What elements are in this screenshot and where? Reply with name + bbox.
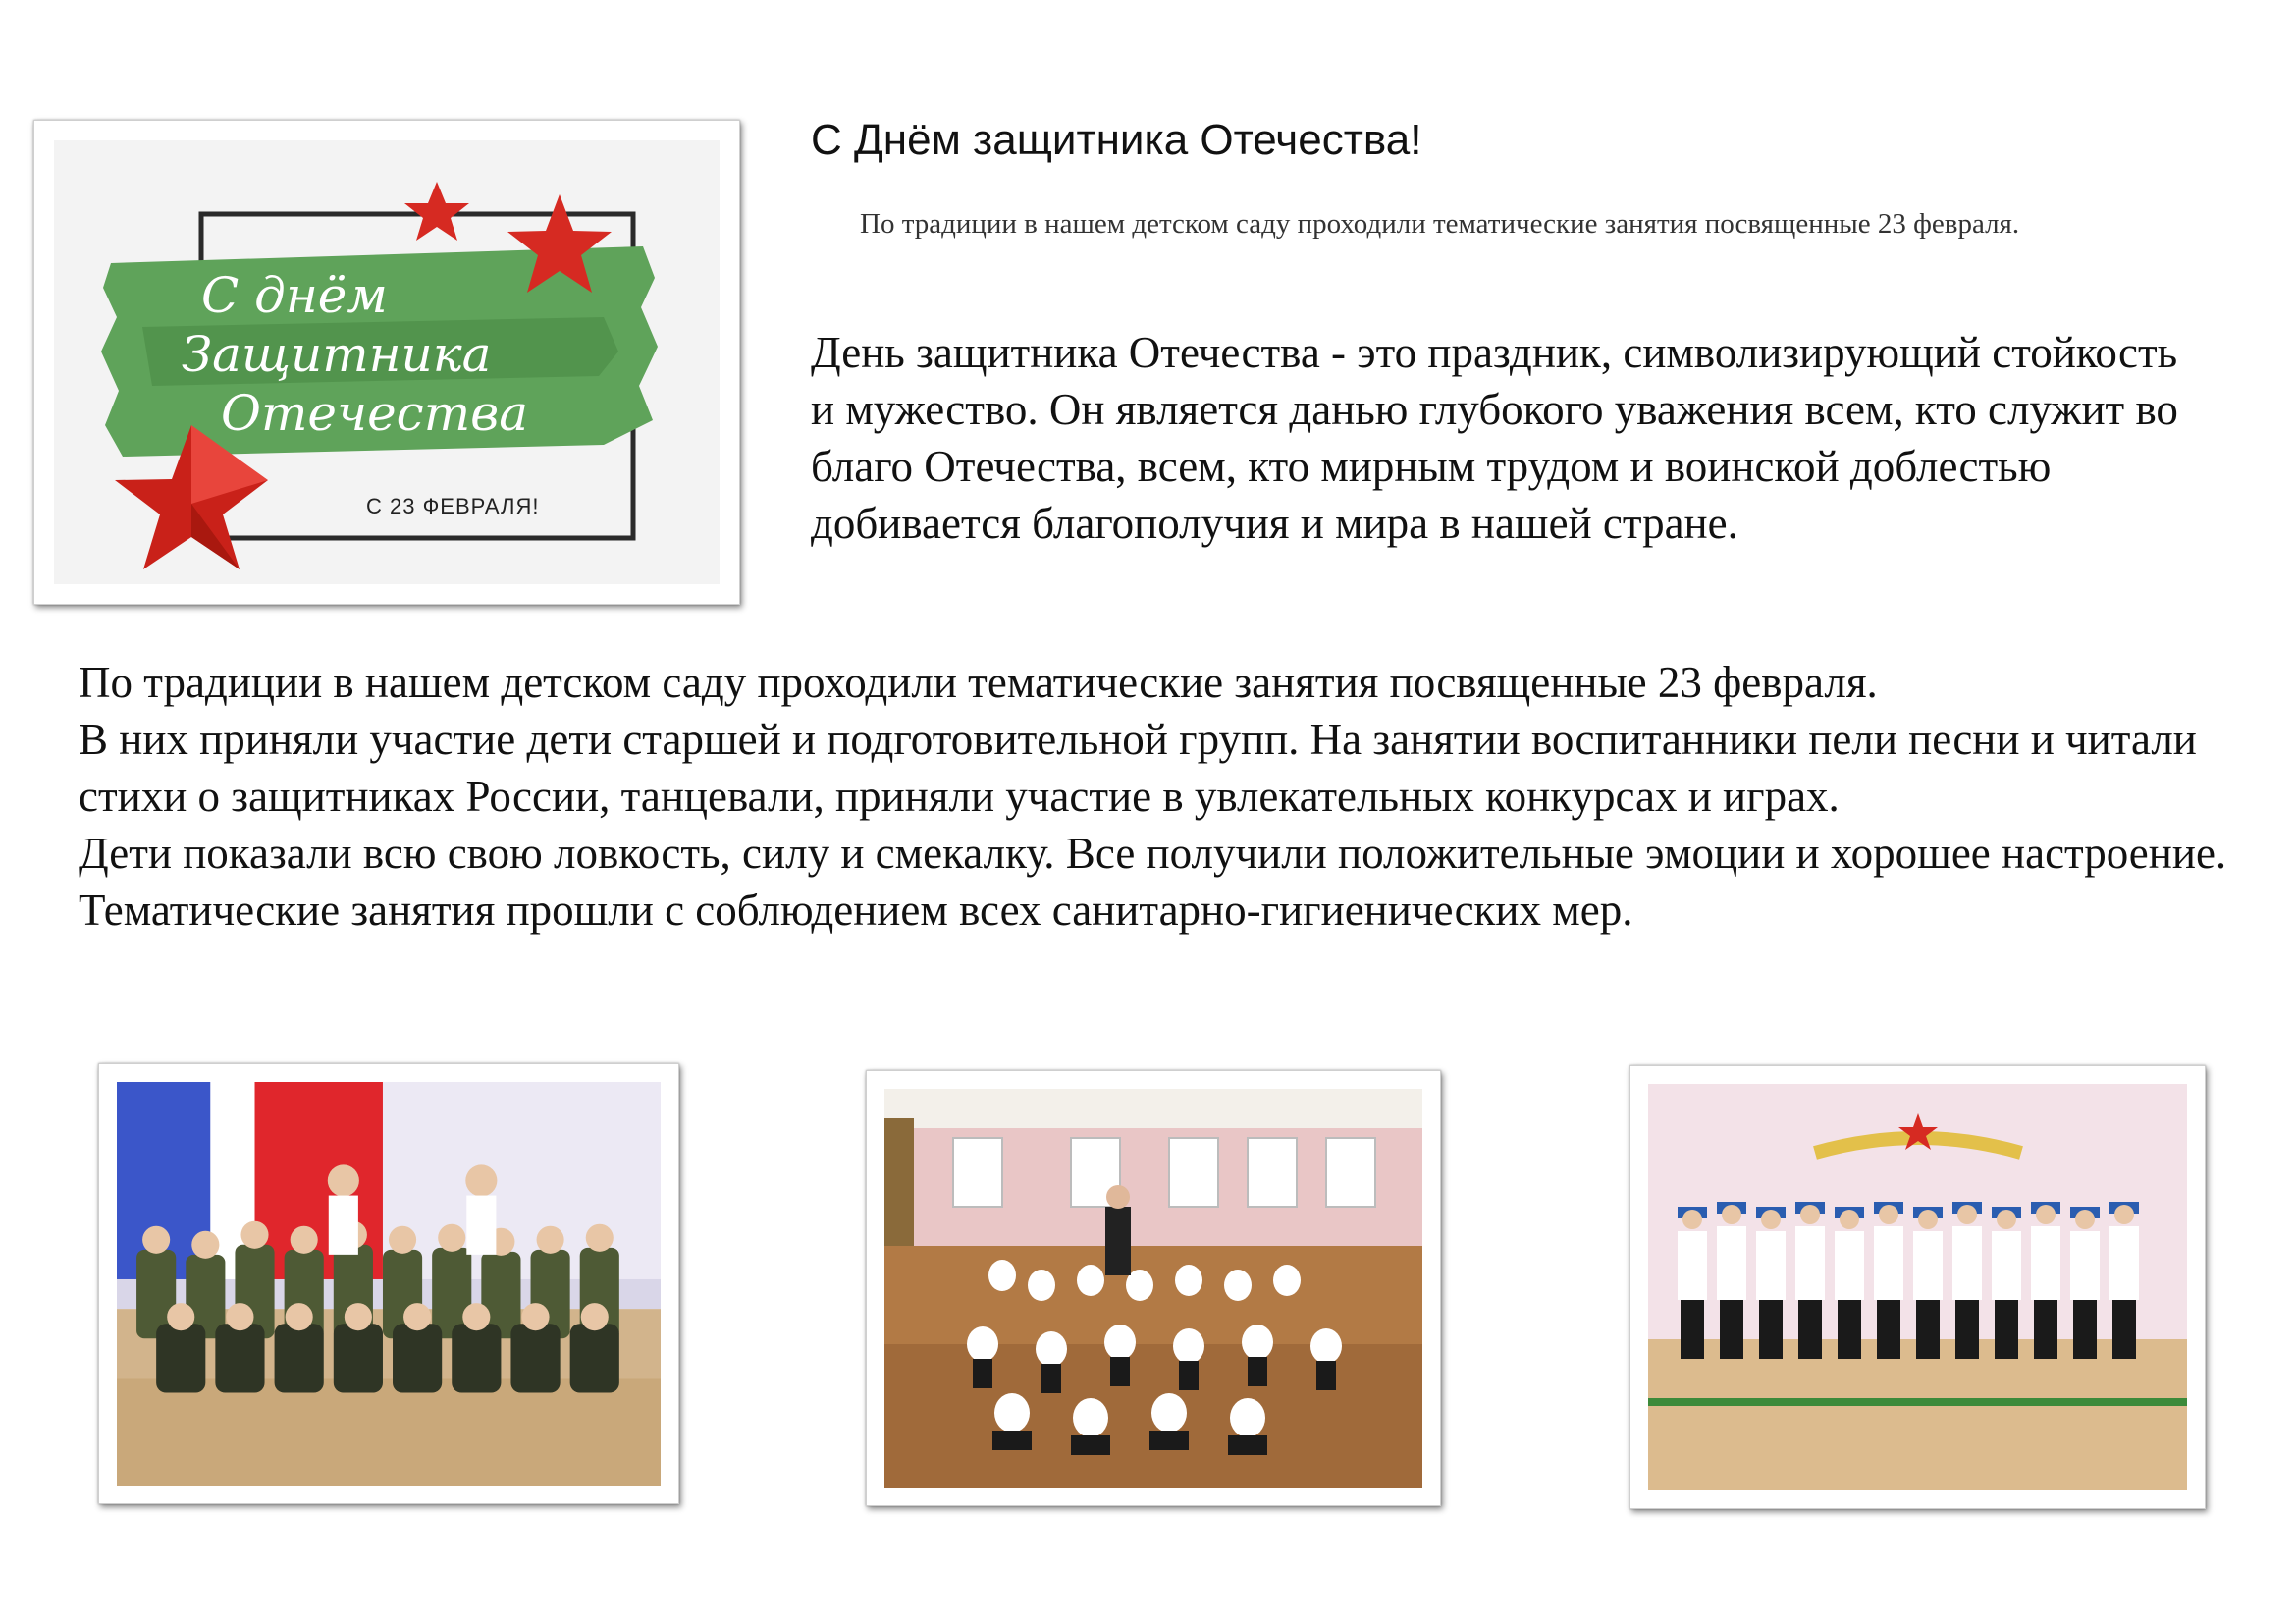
group-photo-illustration bbox=[117, 1082, 661, 1486]
card-date-label: С 23 ФЕВРАЛЯ! bbox=[366, 494, 540, 518]
report-paragraph-1: По традиции в нашем детском саду проходили тематические занятия посвященные 23 февраля. bbox=[79, 658, 1878, 707]
event-report bbox=[79, 654, 2258, 939]
hall-photo-illustration bbox=[884, 1089, 1422, 1488]
card-script-line3: Отечества bbox=[221, 385, 529, 442]
sailor-photo-illustration bbox=[1648, 1084, 2187, 1490]
holiday-description: День защитника Отечества - это праздник, символизирующий стойкость и мужество. Он является данью глубокого уважения всем, кто служит во благо Отечества, всем, кто мирным трудом и воинской доблестью добивается благополучия и мира в нашей стране. bbox=[811, 328, 2178, 548]
report-paragraph-3: Дети показали всю свою ловкость, силу и смекалку. Все получили положительные эмоции и хорошее настроение. bbox=[79, 829, 2227, 878]
intro-paragraph: По традиции в нашем детском саду проходили тематические занятия посвященные 23 февраля. bbox=[860, 208, 2020, 240]
event-photo-hall-dance bbox=[866, 1070, 1441, 1506]
page-title: С Днём защитника Отечества! bbox=[811, 116, 1422, 164]
card-script-line2: Защитника bbox=[182, 326, 492, 383]
report-paragraph-2: В них приняли участие дети старшей и подготовительной групп. На занятии воспитанники пели песни и читали стихи о защитниках России, танцевали, приняли участие в увлекательных конкурсах и играх. bbox=[79, 715, 2197, 821]
report-paragraph-4: Тематические занятия прошли с соблюдением всех санитарно-гигиенических мер. bbox=[79, 886, 1633, 935]
holiday-greeting-card-image bbox=[33, 120, 740, 605]
greeting-card-illustration bbox=[54, 140, 720, 584]
event-photo-military-group bbox=[98, 1063, 679, 1504]
card-script-line1: С днём bbox=[201, 267, 388, 324]
event-photo-sailor-group bbox=[1629, 1065, 2206, 1509]
